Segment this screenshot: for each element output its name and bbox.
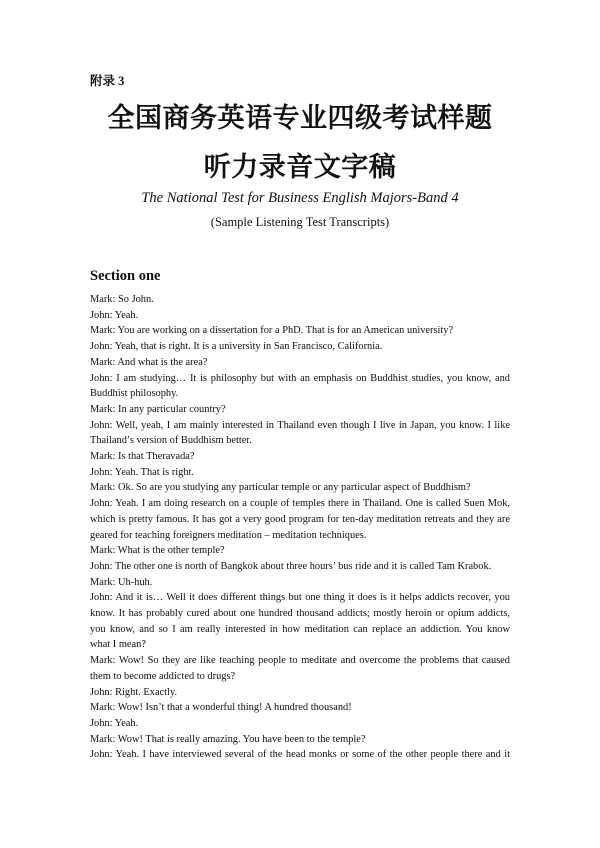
transcript-line: John: Right. Exactly.	[90, 686, 178, 698]
transcript-line: Mark: Uh-huh.	[90, 576, 153, 588]
transcript-line: Thailand’s version of Buddhism better.	[90, 435, 252, 447]
transcript-line: John: Yeah. I am doing research on a couple of temples there in Thailand. One is called Suen Mok,	[90, 498, 510, 510]
transcript-line: John: The other one is north of Bangkok about three hours’ bus ride and it is called Tam Krabok.	[90, 560, 492, 572]
transcript-line: Mark: You are working on a dissertation for a PhD. That is for an American university?	[90, 325, 454, 337]
transcript-line: Mark: Is that Theravada?	[90, 451, 195, 463]
transcript-line: Mark: Ok. So are you studying any particular temple or any particular aspect of Buddhism?	[90, 482, 471, 494]
transcript-line: Mark: In any particular country?	[90, 403, 226, 415]
transcript-line: John: Yeah. I have interviewed several of the head monks or some of the other people there and it	[90, 749, 510, 761]
title-english: The National Test for Business English Majors-Band 4	[141, 190, 459, 206]
transcript-line: Buddhist philosophy.	[90, 388, 179, 400]
transcript-line: Mark: Wow! So they are like teaching people to meditate and overcome the problems that caused	[90, 655, 510, 667]
appendix-label: 附录 3	[90, 74, 125, 88]
transcript-line: Mark: So John.	[90, 294, 154, 305]
transcript-line: know. It has probably cured about one hundred thousand addicts; mostly heroin or opium addicts,	[90, 608, 510, 620]
section-heading: Section one	[90, 268, 161, 284]
transcript-line: John: Well, yeah, I am mainly interested in Thailand even though I live in Japan, you know. I like	[90, 419, 510, 431]
title-chinese-line1: 全国商务英语专业四级考试样题	[107, 103, 493, 134]
transcript-line: Mark: What is the other temple?	[90, 545, 225, 557]
transcript-line: geared for teaching foreigners meditation – meditation techniques.	[90, 529, 367, 541]
transcript-line: John: Yeah.	[90, 309, 139, 321]
transcript-line: John: Yeah.	[90, 717, 139, 729]
transcript-line: you know, and so I am really interested in how meditation can replace an addiction. You know	[90, 623, 510, 635]
title-chinese-line2: 听力录音文字稿	[203, 152, 397, 183]
transcript-line: which is pretty famous. It has got a very good program for ten-day meditation retreats and they are	[90, 513, 510, 525]
transcript-line: Mark: Wow! Isn’t that a wonderful thing! A hundred thousand!	[90, 702, 352, 714]
transcript-line: John: Yeah. That is right.	[90, 466, 195, 478]
subtitle-english: (Sample Listening Test Transcripts)	[210, 215, 390, 229]
transcript	[90, 292, 510, 763]
transcript-line: what I mean?	[90, 639, 146, 651]
transcript-line: Mark: And what is the area?	[90, 356, 208, 368]
transcript-line: them to become addicted to drugs?	[90, 670, 236, 682]
transcript-line: John: And it is… Well it does different things but one thing it does is it helps addicts recover, you	[90, 592, 510, 604]
transcript-line: John: Yeah, that is right. It is a university in San Francisco, California.	[90, 341, 383, 353]
transcript-line: Mark: Wow! That is really amazing. You have been to the temple?	[90, 733, 366, 745]
transcript-line: John: I am studying… It is philosophy but with an emphasis on Buddhist studies, you know, and	[90, 372, 510, 384]
